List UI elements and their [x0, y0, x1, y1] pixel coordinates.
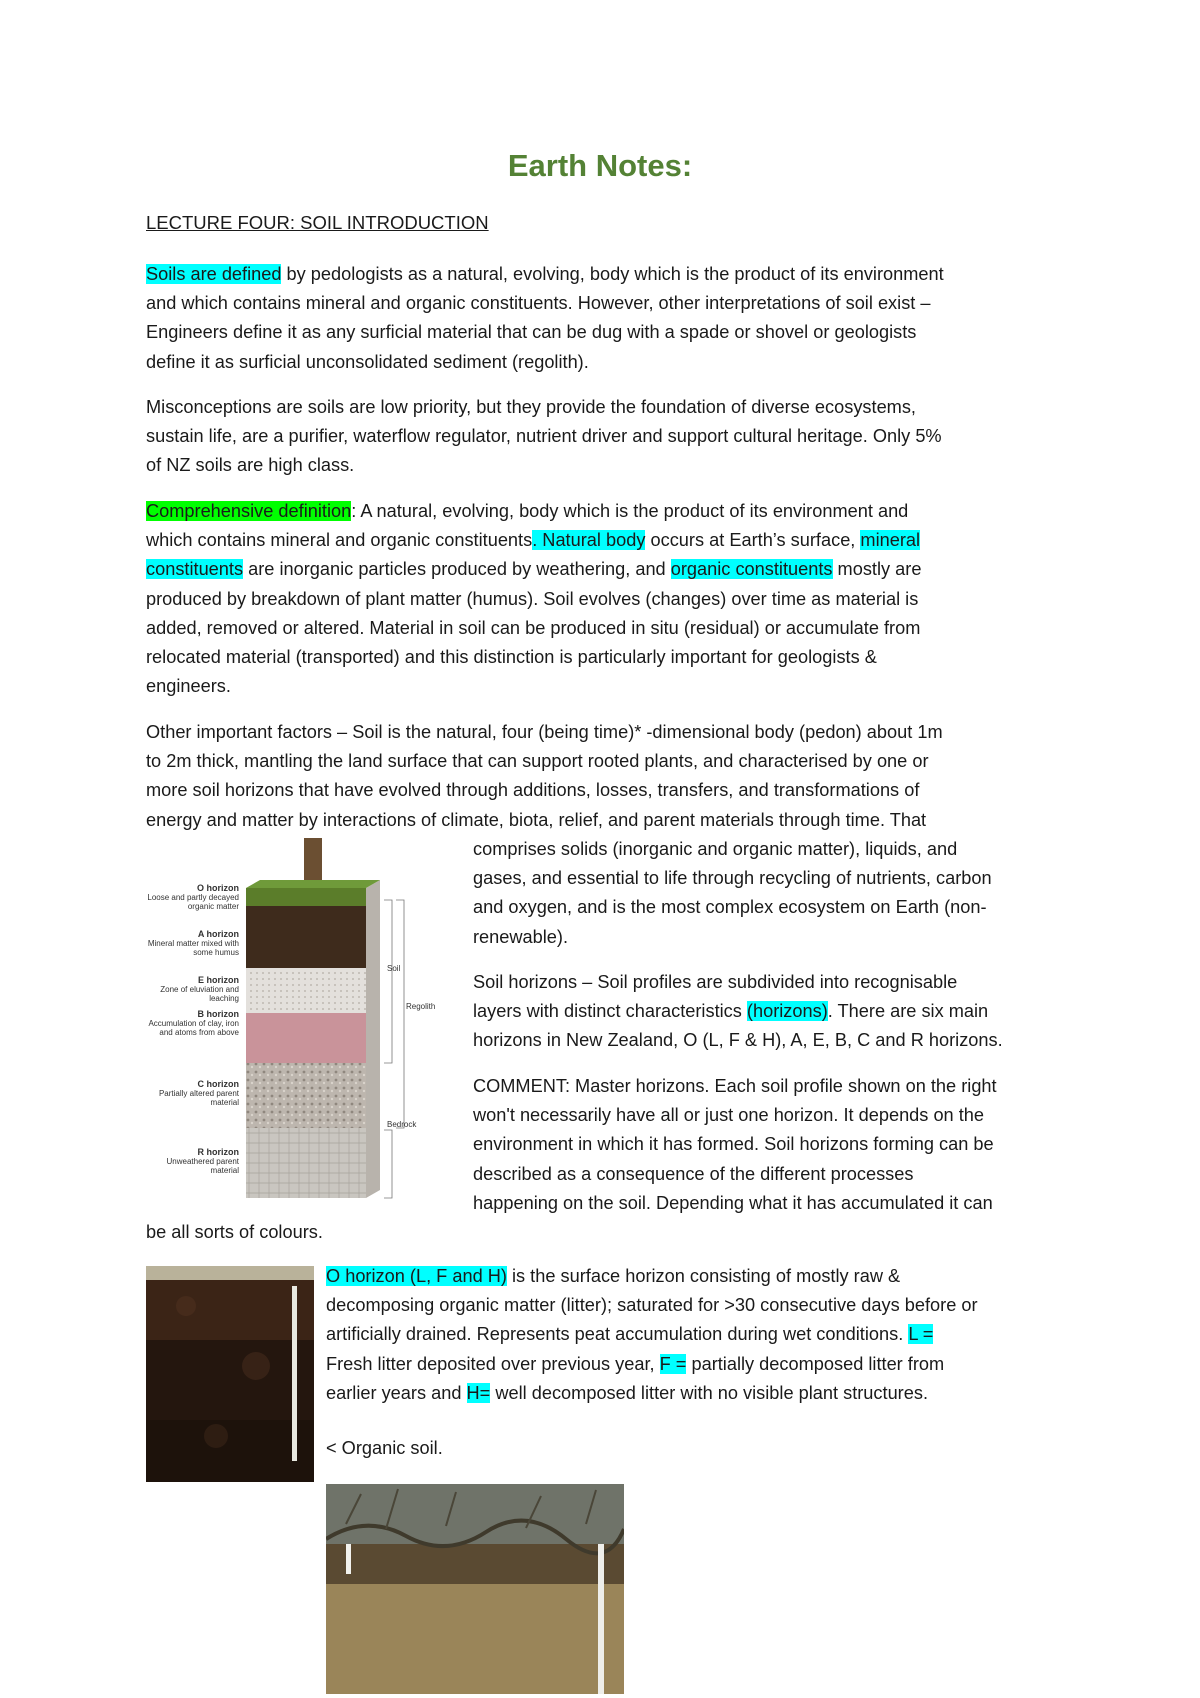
a-horizon-layer	[246, 906, 366, 968]
label-bedrock: Bedrock	[387, 1120, 417, 1129]
label-b-horizon: B horizon Accumulation of clay, iron and atoms from above	[148, 1009, 239, 1037]
paragraph-other-factors: Other important factors – Soil is the natural, four (being time)* -dimensional body (pedon) about 1m to 2m thick, mantling the land surface that can support rooted plants, and characterised by one or more soil horizons that have evolved through additions, losses, transfers, and transformations of energy and matter by interactions of climate, biota, relief, and parent materials through time. That	[146, 722, 943, 830]
label-o-horizon: O horizon Loose and partly decayed organic matter	[147, 883, 239, 911]
grass-layer	[246, 888, 366, 906]
label-c-horizon: C horizon Partially altered parent material	[158, 1079, 239, 1107]
measuring-tape	[292, 1286, 297, 1461]
paragraph-soil-horizons: Soil horizons – Soil profiles are subdivided into recognisable layers with distinct characteristics (horizons). There are six main horizons in New Zealand, O (L, F & H), A, E, B, C and R horizons.	[473, 972, 1003, 1051]
r-horizon-layer	[246, 1128, 366, 1198]
soil-profile-diagram	[134, 838, 444, 1218]
paragraph-o-horizon: O horizon (L, F and H) is the surface horizon consisting of mostly raw & decomposing organic matter (litter); saturated for >30 consecutive days before or artificially drained. Represents peat accumulation during wet conditions. L = Fresh litter deposited over previous year, F = partially decomposed litter from earlier years and H= well decomposed litter with no visible plant structures.	[326, 1266, 978, 1403]
highlight-l: L =	[908, 1324, 934, 1345]
label-r-horizon: R horizon Unweathered parent material	[166, 1147, 239, 1175]
paragraph-soil-definition: Soils are defined by pedologists as a natural, evolving, body which is the product of its environment and which contains mineral and organic constituents. However, other interpretations of soil exist – Engineers define it as any surficial material that can be dug with a spade or shovel or geologists define it as surficial unconsolidated sediment (regolith).	[146, 264, 944, 372]
highlight-soils-defined: Soils are defined	[146, 264, 282, 284]
paragraph-comment-end: be all sorts of colours.	[146, 1222, 323, 1242]
label-soil: Soil	[387, 964, 401, 973]
highlight-mineral: mineral	[860, 530, 921, 551]
measuring-stick	[598, 1544, 604, 1694]
highlight-f: F =	[659, 1353, 687, 1374]
highlight-o-horizon: O horizon (L, F and H)	[326, 1266, 507, 1286]
paragraph-other-factors-continued: comprises solids (inorganic and organic matter), liquids, and gases, and essential to life through recycling of nutrients, carbon and oxygen, and is the most complex ecosystem on Earth (non- renewable).	[473, 839, 992, 947]
highlight-h: H=	[466, 1382, 491, 1403]
highlight-organic-constituents: organic constituents	[670, 559, 833, 580]
highlight-constituents: constituents	[146, 559, 244, 580]
label-a-horizon: A horizon Mineral matter mixed with some humus	[147, 929, 239, 957]
organic-soil-photo	[146, 1266, 314, 1482]
b-horizon-layer	[246, 1013, 366, 1063]
highlight-natural-body: . Natural body	[532, 530, 646, 551]
paragraph-misconceptions: Misconceptions are soils are low priority, but they provide the foundation of diverse ecosystems, sustain life, are a purifier, waterflow regulator, nutrient driver and support cultural heritage. Only 5% of NZ soils are high class.	[146, 397, 942, 476]
lecture-heading: LECTURE FOUR: SOIL INTRODUCTION	[146, 212, 489, 233]
label-regolith: Regolith	[406, 1002, 436, 1011]
e-horizon-layer	[246, 968, 366, 1013]
highlight-comprehensive-definition: Comprehensive definition	[146, 501, 352, 521]
paragraph-comprehensive-definition: Comprehensive definition: A natural, evolving, body which is the product of its environment and which contains mineral and organic constituents. Natural body occurs at Earth’s surface, mineral constituents are inorganic particles produced by weathering, and organic constituents mostly are produced by breakdown of plant matter (humus). Soil evolves (changes) over time as material is added, removed or altered. Material in soil can be produced in situ (residual) or accumulate from relocated material (transported) and this distinction is particularly important for geologists & engineers.	[146, 501, 922, 697]
c-horizon-layer	[246, 1063, 366, 1128]
organic-soil-caption: < Organic soil.	[326, 1438, 443, 1458]
paragraph-comment: COMMENT: Master horizons. Each soil profile shown on the right won't necessarily have all or just one horizon. It depends on the environment in which it has formed. Soil horizons forming can be described as a consequence of the different processes happening on the soil. Depending what it has accumulated it can	[473, 1076, 997, 1213]
soil-profile-photo	[326, 1484, 624, 1694]
page-title: Earth Notes:	[507, 148, 693, 183]
label-e-horizon: E horizon Zone of eluviation and leaching	[160, 975, 239, 1003]
highlight-horizons: (horizons)	[746, 1001, 828, 1022]
